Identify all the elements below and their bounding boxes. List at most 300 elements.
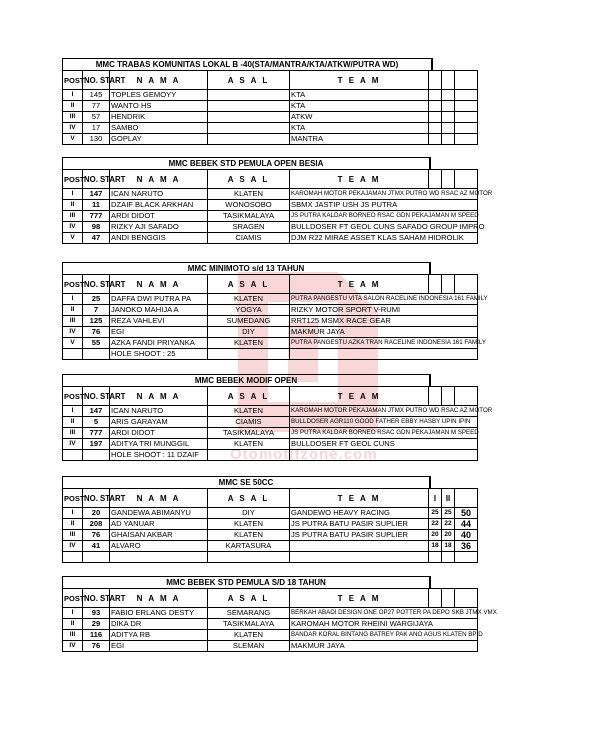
table-header	[63, 170, 545, 189]
table-cell: 20	[83, 508, 110, 519]
table-cell	[455, 275, 478, 294]
table-cell	[478, 589, 545, 608]
table-cell: 777	[83, 211, 110, 222]
table-cell: KARTASURA	[208, 541, 290, 552]
table-cell: I	[63, 294, 83, 305]
table-cell: 130	[83, 134, 110, 145]
table-cell: KLATEN	[208, 530, 290, 541]
table-cell: CIAMIS	[208, 417, 290, 428]
table-cell	[478, 450, 545, 461]
table-cell	[478, 211, 545, 222]
table-cell	[455, 112, 478, 123]
header-pos: POST	[63, 71, 83, 90]
table-cell: KTA	[290, 123, 429, 134]
table-cell	[208, 101, 290, 112]
table-cell: ARDI DIDOT	[110, 428, 208, 439]
table-cell	[478, 233, 545, 244]
table-cell	[429, 170, 442, 189]
table-cell: 76	[83, 641, 110, 652]
table-cell: ADITYA RB	[110, 630, 208, 641]
table-cell	[83, 349, 110, 360]
table-cell: AD YANUAR	[110, 519, 208, 530]
table-row	[63, 233, 545, 244]
table-cell: I	[63, 189, 83, 200]
table-cell: II	[63, 200, 83, 211]
table-cell	[478, 134, 545, 145]
section-title: MMC SE 50CC	[62, 476, 431, 489]
table-cell	[208, 349, 290, 360]
table-cell	[478, 200, 545, 211]
table-cell: 147	[83, 189, 110, 200]
table-cell	[442, 101, 455, 112]
table-cell: KTA	[290, 101, 429, 112]
table-cell: KTA	[290, 90, 429, 101]
table-cell: DIY	[208, 327, 290, 338]
table-cell: 125	[83, 316, 110, 327]
table-cell: II	[63, 519, 83, 530]
table-cell: IV	[63, 222, 83, 233]
table-cell	[290, 349, 478, 360]
table-cell: 147	[83, 406, 110, 417]
table-cell: IV	[63, 327, 83, 338]
table-cell: POST	[63, 170, 83, 189]
table-cell: 98	[83, 222, 110, 233]
table-cell: AZKA FANDI PRIYANKA	[110, 338, 208, 349]
table-cell	[290, 552, 429, 563]
table-cell: SLEMAN	[208, 641, 290, 652]
table-cell: 22	[442, 519, 455, 530]
table-cell	[429, 552, 442, 563]
table-cell: DJM R22 MIRAE ASSET KLAS SAHAM HIDROLIK	[290, 233, 478, 244]
table-cell	[110, 552, 208, 563]
table-cell: GOPLAY	[110, 134, 208, 145]
table-cell: 11	[83, 200, 110, 211]
table-cell	[208, 112, 290, 123]
table-row	[63, 327, 545, 338]
table-cell: KAROMAH MOTOR PEKAJAMAN JTMX PUTRO WD RSAC AZ MOTOR	[290, 189, 478, 200]
table-cell: DAFFA DWI PUTRA PA	[110, 294, 208, 305]
table-cell	[63, 349, 83, 360]
table-cell: NO. START	[83, 275, 110, 294]
table-cell	[478, 439, 545, 450]
section-title: MMC MINIMOTO s/d 13 TAHUN	[62, 262, 431, 275]
table-cell	[478, 519, 545, 530]
section-minimoto	[62, 262, 544, 360]
table-cell: IV	[63, 541, 83, 552]
table-cell: ANDI BENGGIS	[110, 233, 208, 244]
table-cell: PUTRA PANGESTU VITA SALON RACELINE INDONESIA 161 FAMILY	[290, 294, 478, 305]
results-table	[62, 386, 545, 461]
table-cell: A S A L	[208, 489, 290, 508]
table-cell: N A M A	[110, 275, 208, 294]
table-cell: BANDAR KORAL BINTANG BATREY PAK ANO AGUS KLATEN BPID	[290, 630, 478, 641]
table-row	[63, 211, 545, 222]
table-cell: 40	[455, 530, 478, 541]
table-cell: HENDRIK	[110, 112, 208, 123]
table-row	[63, 608, 545, 619]
table-cell: KLATEN	[208, 630, 290, 641]
table-cell: MAKMUR JAYA	[290, 641, 478, 652]
table-cell: YOGYA	[208, 305, 290, 316]
table-cell: 47	[83, 233, 110, 244]
table-cell: BULLDOSER FT GEOL CUNS SAFADO GROUP IMPRO	[291, 222, 485, 231]
table-cell	[455, 489, 478, 508]
table-cell: 57	[83, 112, 110, 123]
table-cell	[478, 428, 545, 439]
table-cell: ARIS GARAYAM	[110, 417, 208, 428]
table-cell	[478, 123, 545, 134]
table-cell: REZA VAHLEVI	[110, 316, 208, 327]
table-cell: 44	[455, 519, 478, 530]
table-cell: ARDI DIDOT	[110, 211, 208, 222]
table-cell: RIZKY AJI SAFADO	[110, 222, 208, 233]
section-bebek-std-pemula-18	[62, 576, 544, 652]
table-row	[63, 134, 545, 145]
table-cell: EGI	[110, 641, 208, 652]
table-row	[63, 641, 545, 652]
table-cell: GHAISAN AKBAR	[110, 530, 208, 541]
results-table	[62, 70, 545, 145]
header-asal: A S A L	[208, 71, 290, 90]
table-row	[63, 406, 545, 417]
table-cell: V	[63, 338, 83, 349]
table-cell: BULLDOSER FT GEOL CUNS	[290, 439, 478, 450]
table-cell: 5	[83, 417, 110, 428]
table-cell	[478, 489, 545, 508]
table-cell	[455, 589, 478, 608]
hole-shoot-note: HOLE SHOOT : 25	[110, 349, 208, 360]
table-cell	[455, 387, 478, 406]
table-cell	[478, 305, 545, 316]
table-cell: V	[63, 233, 83, 244]
table-cell: 197	[83, 439, 110, 450]
table-cell: 41	[83, 541, 110, 552]
table-cell: ATKW	[290, 112, 429, 123]
table-cell	[83, 450, 110, 461]
header-nama: N A M A	[110, 71, 208, 90]
table-row	[63, 439, 545, 450]
table-cell: KLATEN	[208, 439, 290, 450]
table-cell: POST	[63, 589, 83, 608]
table-cell: III	[63, 316, 83, 327]
table-cell: 76	[83, 327, 110, 338]
table-cell: 55	[83, 338, 110, 349]
table-cell	[208, 552, 290, 563]
table-cell: ICAN NARUTO	[110, 406, 208, 417]
table-cell	[478, 541, 545, 552]
table-cell: KLATEN	[208, 406, 290, 417]
table-cell: 50	[455, 508, 478, 519]
table-cell	[478, 338, 545, 349]
table-cell: 25	[429, 508, 442, 519]
section-title: MMC BEBEK MODIF OPEN	[62, 374, 431, 387]
table-cell: 20	[429, 530, 442, 541]
table-header	[63, 275, 545, 294]
table-cell: SUMEDANG	[208, 316, 290, 327]
table-cell: 17	[83, 123, 110, 134]
table-header	[63, 489, 545, 508]
table-cell	[429, 387, 442, 406]
table-cell	[429, 134, 442, 145]
table-cell	[429, 112, 442, 123]
table-cell	[429, 123, 442, 134]
table-row	[63, 112, 545, 123]
table-cell: MANTRA	[290, 134, 429, 145]
table-cell	[442, 90, 455, 101]
table-cell: I	[63, 508, 83, 519]
table-cell: 76	[83, 530, 110, 541]
table-cell: 18	[429, 541, 442, 552]
table-cell: RIZKY MOTOR SPORT V-RUMI	[290, 305, 478, 316]
table-cell	[442, 387, 455, 406]
header-no-start: NO. START	[83, 71, 110, 90]
section-trabas	[62, 58, 544, 145]
table-cell: DIY	[208, 508, 290, 519]
table-cell: N A M A	[110, 170, 208, 189]
table-cell	[442, 589, 455, 608]
table-cell: A S A L	[208, 275, 290, 294]
table-cell: TASIKMALAYA	[208, 619, 290, 630]
table-row	[63, 294, 545, 305]
table-cell: A S A L	[208, 387, 290, 406]
table-cell: II	[63, 619, 83, 630]
table-cell: N A M A	[110, 589, 208, 608]
table-cell: EGI	[110, 327, 208, 338]
table-cell	[83, 552, 110, 563]
table-cell	[290, 450, 478, 461]
table-cell	[208, 90, 290, 101]
table-cell	[63, 552, 83, 563]
table-cell	[442, 71, 455, 90]
table-cell: DZAIF BLACK ARKHAN	[110, 200, 208, 211]
header-race-2: II	[442, 489, 455, 508]
table-cell: N A M A	[110, 387, 208, 406]
table-cell	[455, 101, 478, 112]
table-cell: I	[63, 406, 83, 417]
table-cell	[442, 552, 455, 563]
table-cell: T E A M	[290, 387, 429, 406]
table-cell: III	[63, 428, 83, 439]
section-bebek-std-pemula-open	[62, 157, 544, 244]
table-cell: T E A M	[290, 489, 429, 508]
table-cell: 93	[83, 608, 110, 619]
table-cell	[478, 327, 545, 338]
table-cell	[478, 170, 545, 189]
section-title: MMC TRABAS KOMUNITAS LOKAL B -40(STA/MANTRA/KTA/ATKW/PUTRA WD)	[62, 58, 433, 71]
table-cell: III	[63, 211, 83, 222]
table-cell	[478, 508, 545, 519]
table-cell: IV	[63, 439, 83, 450]
table-row	[63, 508, 545, 519]
table-cell: II	[63, 305, 83, 316]
table-row	[63, 305, 545, 316]
table-cell	[478, 71, 545, 90]
table-cell: 7	[83, 305, 110, 316]
table-cell	[478, 349, 545, 360]
table-cell	[478, 101, 545, 112]
table-cell: MAKMUR JAYA	[290, 327, 478, 338]
table-row	[63, 428, 545, 439]
table-cell: 29	[83, 619, 110, 630]
table-cell: BULLDOSER AGR110 GOOD FATHER EBBY HASBY UPIN IPIN	[290, 417, 478, 428]
table-cell: POST	[63, 387, 83, 406]
table-row	[63, 222, 545, 233]
table-cell: KLATEN	[208, 189, 290, 200]
table-cell: 777	[83, 428, 110, 439]
table-cell: ALVARO	[110, 541, 208, 552]
table-cell: GANDEWA ABIMANYU	[110, 508, 208, 519]
blank-row	[63, 552, 545, 563]
table-cell: 145	[83, 90, 110, 101]
table-cell	[429, 589, 442, 608]
table-row	[63, 338, 545, 349]
table-cell: POST	[63, 489, 83, 508]
table-cell	[455, 134, 478, 145]
table-cell: SAMBO	[110, 123, 208, 134]
table-cell: BERKAH ABADI DESIGN ONE OP27 POTTER PA DEPO SKB JTMX VMX	[290, 608, 478, 619]
table-cell: A S A L	[208, 589, 290, 608]
table-cell	[290, 541, 429, 552]
table-cell: 18	[442, 541, 455, 552]
table-cell: III	[63, 530, 83, 541]
table-cell	[455, 123, 478, 134]
table-cell: NO. START	[83, 489, 110, 508]
table-cell	[478, 552, 545, 563]
results-table	[62, 588, 545, 652]
table-cell: IV	[63, 123, 83, 134]
table-cell	[478, 90, 545, 101]
table-row	[63, 530, 545, 541]
table-cell: NO. START	[83, 170, 110, 189]
table-row	[63, 519, 545, 530]
table-cell	[478, 316, 545, 327]
table-cell: T E A M	[290, 589, 429, 608]
results-table	[62, 169, 545, 244]
results-table	[62, 274, 545, 360]
table-cell	[455, 71, 478, 90]
table-cell: GANDEWO HEAVY RACING	[290, 508, 429, 519]
table-cell	[478, 641, 545, 652]
table-row	[63, 123, 545, 134]
table-cell: I	[63, 608, 83, 619]
table-row	[63, 619, 545, 630]
table-cell: POST	[63, 275, 83, 294]
table-cell	[208, 134, 290, 145]
table-header	[63, 589, 545, 608]
table-row	[63, 200, 545, 211]
table-cell: JS PUTRA BATU PASIR SUPLIER	[290, 519, 429, 530]
table-cell	[478, 275, 545, 294]
table-cell	[478, 630, 545, 641]
table-cell	[429, 275, 442, 294]
watermark-text: Otomotifzone.com	[230, 446, 378, 463]
table-cell: FABIO ERLANG DESTY	[110, 608, 208, 619]
table-cell: NO. START	[83, 387, 110, 406]
table-cell	[442, 170, 455, 189]
table-cell: TASIKMALAYA	[208, 211, 290, 222]
table-cell	[478, 619, 545, 630]
table-cell: NO. START	[83, 589, 110, 608]
table-cell	[442, 112, 455, 123]
table-cell: 116	[83, 630, 110, 641]
table-cell: ADITYA TRI MUNGGIL	[110, 439, 208, 450]
table-cell: III	[63, 112, 83, 123]
hole-shoot-row	[63, 349, 545, 360]
table-cell	[442, 123, 455, 134]
table-cell	[429, 101, 442, 112]
table-cell: CIAMIS	[208, 233, 290, 244]
table-cell	[478, 417, 545, 428]
table-cell: JANOKO MAHIJA A	[110, 305, 208, 316]
table-cell: III	[63, 630, 83, 641]
table-cell: 208	[83, 519, 110, 530]
section-bebek-modif-open	[62, 374, 544, 461]
table-header	[63, 71, 545, 90]
table-cell: DIKA DR	[110, 619, 208, 630]
header-race-1: I	[429, 489, 442, 508]
hole-shoot-note: HOLE SHOOT : 11 DZAIF	[110, 450, 208, 461]
table-row	[63, 90, 545, 101]
table-cell	[429, 71, 442, 90]
table-cell: 77	[83, 101, 110, 112]
table-cell: II	[63, 417, 83, 428]
table-cell: V	[63, 134, 83, 145]
table-cell: 25	[442, 508, 455, 519]
table-cell: JS PUTRA KALDAR BORNEO RSAC GDN PEKAJAMAN M SPEED	[290, 211, 478, 222]
table-cell	[442, 134, 455, 145]
table-cell: ICAN NARUTO	[110, 189, 208, 200]
table-cell	[208, 123, 290, 134]
header-team: T E A M	[290, 71, 429, 90]
section-title: MMC BEBEK STD PEMULA S/D 18 TAHUN	[62, 576, 431, 589]
table-cell: KAROMAH MOTOR RHEINI WARGIJAYA	[290, 619, 478, 630]
table-cell: 36	[455, 541, 478, 552]
table-cell: PUTRA PANGESTU AZKA TRAN RACELINE INDONESIA 161 FAMILY	[290, 338, 478, 349]
section-title: MMC BEBEK STD PEMULA OPEN BESIA	[62, 157, 431, 170]
table-cell	[478, 112, 545, 123]
table-cell: SRAGEN	[208, 222, 290, 233]
table-cell: II	[63, 101, 83, 112]
table-cell: KLATEN	[208, 338, 290, 349]
table-cell: JS PUTRA KALDAR BORNEO RSAC GDN PEKAJAMAN M SPEED	[290, 428, 478, 439]
table-cell	[455, 170, 478, 189]
table-cell: WANTO HS	[110, 101, 208, 112]
table-cell: IV	[63, 641, 83, 652]
table-cell	[455, 552, 478, 563]
table-cell: SBMX JASTIP USH JS PUTRA	[290, 200, 478, 211]
table-cell: 25	[83, 294, 110, 305]
table-cell: T E A M	[290, 275, 429, 294]
table-cell: TASIKMALAYA	[208, 428, 290, 439]
table-cell: TOPLES GEMOYY	[110, 90, 208, 101]
table-cell	[478, 222, 545, 233]
table-cell: KAROMAH MOTOR PEKAJAMAN JTMX PUTRO WD RSAC AZ MOTOR	[290, 406, 478, 417]
table-cell: JS PUTRA BATU PASIR SUPLIER	[290, 530, 429, 541]
table-cell: A S A L	[208, 170, 290, 189]
table-cell: N A M A	[110, 489, 208, 508]
table-cell: WONOSOBO	[208, 200, 290, 211]
table-row	[63, 630, 545, 641]
table-cell: I	[63, 90, 83, 101]
table-row	[63, 541, 545, 552]
table-cell: KLATEN	[208, 294, 290, 305]
table-cell	[478, 387, 545, 406]
table-row	[63, 417, 545, 428]
table-cell	[63, 450, 83, 461]
section-se-50cc	[62, 476, 544, 563]
table-cell	[455, 90, 478, 101]
table-cell: RRT125 MSMX RACE GEAR	[290, 316, 478, 327]
